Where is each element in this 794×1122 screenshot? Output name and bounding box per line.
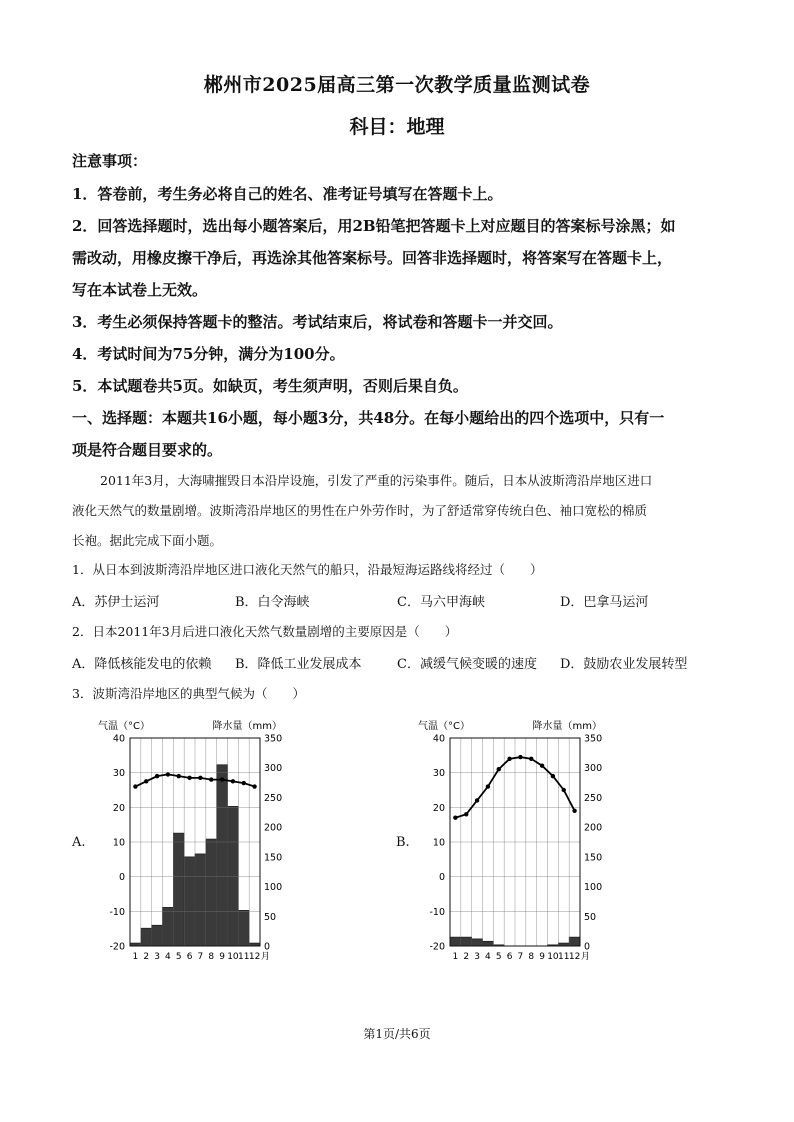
precip-bar (152, 925, 163, 946)
precip-bar (163, 907, 174, 946)
notice-item: 需改动，用橡皮擦干净后，再选涂其他答案标号。回答非选择题时，将答案写在答题卡上， (72, 249, 673, 267)
temperature-point (177, 774, 181, 778)
section-heading-cont: 项是符合题目要求的。 (72, 441, 223, 459)
precip-tick-label: 200 (584, 822, 603, 834)
month-label: 8 (528, 952, 535, 962)
page-title: 郴州市2025届高三第一次教学质量监测试卷 (203, 74, 591, 96)
precip-bar (141, 928, 152, 946)
month-label: 3 (154, 952, 160, 962)
temp-tick-label: 20 (112, 802, 125, 814)
temperature-point (187, 776, 191, 780)
month-label: 2 (143, 952, 150, 962)
option-d[interactable]: D．巴拿马运河 (560, 595, 649, 610)
precip-bar (472, 939, 483, 946)
temperature-point (497, 767, 501, 771)
month-label: 12 (248, 952, 261, 962)
precip-tick-label: 100 (264, 882, 283, 894)
temperature-point (242, 781, 246, 785)
temperature-point (166, 772, 170, 776)
climate-chart-b (418, 715, 618, 970)
notice-item: 2．回答选择题时，选出每小题答案后，用2B铅笔把答题卡上对应题目的答案标号涂黑；如 (72, 217, 676, 235)
precip-bar (483, 941, 494, 946)
x-unit-label: 月 (261, 952, 271, 962)
temp-tick-label: -20 (109, 941, 125, 953)
precip-tick-label: 300 (264, 763, 283, 775)
page-number: 第1页/共6页 (363, 1027, 431, 1041)
temp-tick-label: -20 (429, 941, 445, 953)
temperature-point (220, 777, 224, 781)
temp-tick-label: 40 (112, 733, 125, 745)
month-label: 10 (227, 952, 239, 962)
temperature-point (231, 779, 235, 783)
notice-item: 5．本试题卷共5页。如缺页，考生须声明，否则后果自负。 (72, 377, 468, 395)
temperature-point (252, 784, 256, 788)
option-c[interactable]: C．减缓气候变暖的速度 (397, 657, 537, 672)
temp-tick-label: 30 (112, 768, 125, 780)
question-stem: 1．从日本到波斯湾沿岸地区进口液化天然气的船只，沿最短海运路线将经过（ ） (72, 562, 543, 577)
x-unit-label: 月 (581, 952, 591, 962)
notice-item: 写在本试卷上无效。 (72, 281, 208, 299)
temp-tick-label: 0 (438, 872, 445, 884)
temperature-point (518, 755, 522, 759)
temp-tick-label: 40 (432, 733, 445, 745)
temperature-point (540, 764, 544, 768)
month-label: 11 (558, 952, 570, 962)
temperature-point (144, 779, 148, 783)
precip-bar (569, 937, 580, 946)
precip-tick-label: 350 (584, 733, 603, 745)
temperature-point (155, 774, 159, 778)
temperature-point (464, 812, 468, 816)
precip-bar (450, 937, 461, 946)
option-a-label[interactable]: A. (72, 835, 86, 850)
temperature-point (529, 757, 533, 761)
temperature-point (453, 816, 457, 820)
notice-item: 1．答卷前，考生务必将自己的姓名、准考证号填写在答题卡上。 (72, 185, 503, 203)
question-stem: 3．波斯湾沿岸地区的典型气候为（ ） (72, 686, 305, 701)
month-label: 12 (568, 952, 581, 962)
left-axis-label: 气温（°C） (418, 721, 470, 732)
notice-heading: 注意事项： (72, 152, 148, 170)
month-label: 3 (474, 952, 480, 962)
precip-bar (206, 839, 217, 946)
month-label: 9 (219, 952, 225, 962)
subject-title: 科目：地理 (349, 116, 445, 138)
month-label: 10 (547, 952, 559, 962)
temperature-point (562, 788, 566, 792)
temp-tick-label: -10 (429, 906, 445, 918)
precip-tick-label: 200 (264, 822, 283, 834)
right-axis-label: 降水量（mm） (532, 721, 602, 732)
precip-tick-label: 0 (584, 941, 591, 953)
month-label: 4 (165, 952, 171, 962)
temp-tick-label: 10 (432, 837, 445, 849)
option-b-label[interactable]: B. (396, 835, 410, 850)
temp-tick-label: 30 (432, 768, 445, 780)
option-a[interactable]: A．降低核能发电的依赖 (72, 657, 212, 672)
month-label: 9 (539, 952, 545, 962)
precip-tick-label: 300 (584, 763, 603, 775)
month-label: 1 (452, 952, 459, 962)
temp-tick-label: -10 (109, 906, 125, 918)
option-b[interactable]: B．白令海峡 (235, 595, 310, 610)
temperature-point (486, 784, 490, 788)
option-c[interactable]: C．马六甲海峡 (397, 595, 485, 610)
passage-line: 液化天然气的数量剧增。波斯湾沿岸地区的男性在户外劳作时，为了舒适常穿传统白色、袖口宽松的棉质 (72, 503, 648, 518)
left-axis-label: 气温（°C） (98, 721, 150, 732)
month-label: 6 (506, 952, 513, 962)
question-stem: 2．日本2011年3月后进口液化天然气数量剧增的主要原因是（ ） (72, 624, 458, 639)
temp-tick-label: 10 (112, 837, 125, 849)
precip-tick-label: 350 (264, 733, 283, 745)
temperature-point (209, 777, 213, 781)
month-label: 7 (197, 952, 204, 962)
temperature-point (475, 798, 479, 802)
precip-tick-label: 100 (584, 882, 603, 894)
temp-tick-label: 0 (118, 872, 125, 884)
precip-bar (195, 854, 206, 946)
precip-bar (461, 937, 472, 946)
precip-bar (173, 833, 184, 946)
climate-chart-a (98, 715, 298, 970)
right-axis-label: 降水量（mm） (212, 721, 282, 732)
month-label: 7 (517, 952, 524, 962)
option-a[interactable]: A．苏伊士运河 (72, 595, 160, 610)
precip-tick-label: 150 (264, 852, 283, 864)
precip-bar (217, 765, 228, 946)
precip-tick-label: 250 (584, 792, 603, 804)
month-label: 8 (208, 952, 215, 962)
temperature-point (551, 774, 555, 778)
precip-bar (228, 806, 239, 946)
option-b[interactable]: B．降低工业发展成本 (235, 657, 362, 672)
temperature-point (133, 784, 137, 788)
passage-line: 长袍。据此完成下面小题。 (72, 533, 223, 548)
precip-tick-label: 250 (264, 792, 283, 804)
month-label: 5 (175, 952, 182, 962)
precip-tick-label: 50 (264, 911, 277, 923)
option-d[interactable]: D．鼓励农业发展转型 (560, 657, 688, 672)
precip-bar (238, 910, 249, 946)
month-label: 11 (238, 952, 250, 962)
temperature-point (198, 776, 202, 780)
month-label: 4 (485, 952, 491, 962)
month-label: 2 (463, 952, 470, 962)
notice-item: 4．考试时间为75分钟，满分为100分。 (72, 345, 345, 363)
precip-bar (184, 857, 195, 946)
precip-tick-label: 50 (584, 911, 597, 923)
temperature-point (572, 809, 576, 813)
month-label: 1 (132, 952, 139, 962)
precip-tick-label: 0 (264, 941, 271, 953)
passage-line: 2011年3月，大海啸摧毁日本沿岸设施，引发了严重的污染事件。随后，日本从波斯湾沿岸地区进口 (100, 473, 653, 488)
month-label: 6 (186, 952, 193, 962)
temperature-point (507, 757, 511, 761)
notice-item: 3．考生必须保持答题卡的整洁。考试结束后，将试卷和答题卡一并交回。 (72, 313, 563, 331)
section-heading: 一、选择题：本题共16小题，每小题3分，共48分。在每小题给出的四个选项中，只有一 (72, 409, 665, 427)
precip-tick-label: 150 (584, 852, 603, 864)
month-label: 5 (495, 952, 502, 962)
temp-tick-label: 20 (432, 802, 445, 814)
